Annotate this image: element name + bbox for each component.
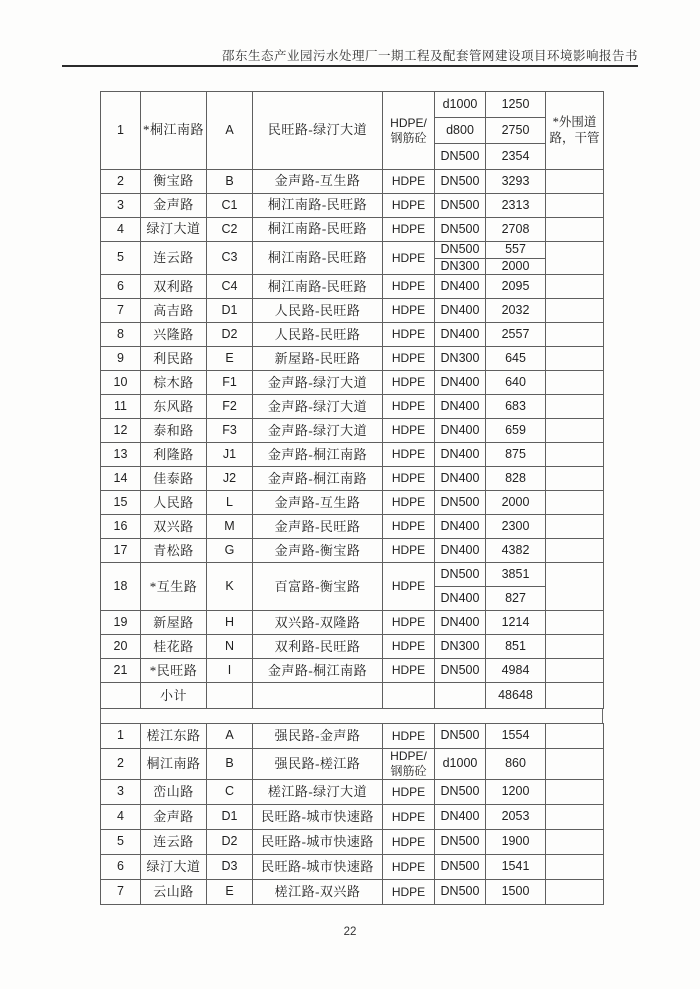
cell-section: 金声路-绿汀大道: [253, 419, 383, 443]
cell-length: 851: [486, 635, 546, 659]
cell-road: 利民路: [141, 347, 207, 371]
cell-length: 1214: [486, 611, 546, 635]
cell-no: 6: [101, 275, 141, 299]
cell-code: A: [207, 92, 253, 170]
cell-section: 百富路-衡宝路: [253, 563, 383, 611]
cell-section: 新屋路-民旺路: [253, 347, 383, 371]
cell-material: HDPE: [383, 805, 435, 830]
table-row: [101, 830, 604, 855]
cell-diameter: DN300: [435, 635, 486, 659]
cell-code: M: [207, 515, 253, 539]
cell-road: 绿汀大道: [141, 218, 207, 242]
cell-code: B: [207, 749, 253, 780]
cell-note: [546, 539, 604, 563]
cell-road: 小计: [141, 683, 207, 709]
cell-material: HDPE: [383, 635, 435, 659]
cell-note: [546, 880, 604, 905]
cell-note: [546, 443, 604, 467]
cell-section: 桐江南路-民旺路: [253, 194, 383, 218]
table-row: [101, 395, 604, 419]
cell-material: HDPE: [383, 780, 435, 805]
cell-section: 双兴路-双隆路: [253, 611, 383, 635]
cell-code: E: [207, 347, 253, 371]
cell-material: HDPE: [383, 724, 435, 749]
cell-note: [546, 323, 604, 347]
cell-section: 金声路-桐江南路: [253, 443, 383, 467]
cell-length: 1200: [486, 780, 546, 805]
cell-material: HDPE: [383, 194, 435, 218]
cell-material: HDPE: [383, 275, 435, 299]
table-row: [101, 749, 604, 780]
cell-length: 1900: [486, 830, 546, 855]
cell-section: 民旺路-城市快速路: [253, 830, 383, 855]
cell-code: D1: [207, 299, 253, 323]
cell-material: HDPE: [383, 659, 435, 683]
cell-note: [546, 611, 604, 635]
cell-no: 3: [101, 780, 141, 805]
table-gap-spacer: [100, 709, 603, 723]
cell-section: 人民路-民旺路: [253, 299, 383, 323]
cell-road: 泰和路: [141, 419, 207, 443]
cell-length: 3851: [486, 563, 546, 587]
cell-note: [546, 780, 604, 805]
cell-note: [546, 395, 604, 419]
cell-diameter: DN500: [435, 780, 486, 805]
cell-length: 2750: [486, 118, 546, 144]
cell-diameter: d1000: [435, 749, 486, 780]
cell-length: 659: [486, 419, 546, 443]
cell-note: [546, 635, 604, 659]
cell-note: [546, 805, 604, 830]
cell-length: 2053: [486, 805, 546, 830]
cell-material: HDPE: [383, 467, 435, 491]
cell-code: J1: [207, 443, 253, 467]
cell-length: 1250: [486, 92, 546, 118]
cell-code: K: [207, 563, 253, 611]
cell-diameter: DN400: [435, 805, 486, 830]
cell-diameter: DN500: [435, 170, 486, 194]
cell-diameter: DN500: [435, 880, 486, 905]
cell-section: 金声路-互生路: [253, 491, 383, 515]
cell-note: [546, 749, 604, 780]
table-row: [101, 371, 604, 395]
cell-section: 金声路-衡宝路: [253, 539, 383, 563]
cell-note: [546, 371, 604, 395]
cell-no: 12: [101, 419, 141, 443]
cell-no: 21: [101, 659, 141, 683]
cell-diameter: DN500: [435, 659, 486, 683]
cell-road: 槎江东路: [141, 724, 207, 749]
cell-note: [546, 419, 604, 443]
cell-no: 9: [101, 347, 141, 371]
cell-road: 双利路: [141, 275, 207, 299]
table-row: [101, 491, 604, 515]
cell-road: 金声路: [141, 805, 207, 830]
cell-diameter: DN300: [435, 347, 486, 371]
cell-section: 桐江南路-民旺路: [253, 275, 383, 299]
cell-material: HDPE: [383, 880, 435, 905]
cell-section: 桐江南路-民旺路: [253, 218, 383, 242]
cell-length: 48648: [486, 683, 546, 709]
cell-section: 强民路-金声路: [253, 724, 383, 749]
cell-code: D1: [207, 805, 253, 830]
cell-no: 5: [101, 830, 141, 855]
cell-material: HDPE: [383, 323, 435, 347]
table-row: [101, 218, 604, 242]
cell-note: [546, 683, 604, 709]
cell-code: I: [207, 659, 253, 683]
cell-no: 4: [101, 218, 141, 242]
cell-road: 人民路: [141, 491, 207, 515]
cell-code: C2: [207, 218, 253, 242]
cell-diameter: DN400: [435, 299, 486, 323]
cell-length: 1554: [486, 724, 546, 749]
cell-road: 桐江南路: [141, 749, 207, 780]
cell-road: 衡宝路: [141, 170, 207, 194]
table-row: [101, 855, 604, 880]
cell-diameter: DN400: [435, 611, 486, 635]
cell-note: [546, 467, 604, 491]
cell-no: 15: [101, 491, 141, 515]
cell-diameter: DN500: [435, 218, 486, 242]
header-rule: [62, 65, 638, 67]
cell-length: 2354: [486, 144, 546, 170]
cell-section: [253, 683, 383, 709]
cell-code: C: [207, 780, 253, 805]
cell-road: 棕木路: [141, 371, 207, 395]
cell-road: 峦山路: [141, 780, 207, 805]
cell-road: 金声路: [141, 194, 207, 218]
cell-note: [546, 347, 604, 371]
cell-section: 双利路-民旺路: [253, 635, 383, 659]
subtotal-row: [101, 683, 604, 709]
cell-note: [546, 242, 604, 275]
cell-code: C3: [207, 242, 253, 275]
table-row: [101, 92, 604, 118]
cell-note: [546, 491, 604, 515]
cell-material: HDPE: [383, 491, 435, 515]
cell-road: 青松路: [141, 539, 207, 563]
cell-code: F1: [207, 371, 253, 395]
cell-no: 17: [101, 539, 141, 563]
table-row: [101, 635, 604, 659]
cell-no: [101, 683, 141, 709]
table-row: [101, 780, 604, 805]
cell-no: 7: [101, 299, 141, 323]
cell-diameter: [435, 683, 486, 709]
cell-length: 683: [486, 395, 546, 419]
report-title-header: 邵东生态产业园污水处理厂一期工程及配套管网建设项目环境影响报告书: [221, 49, 638, 63]
cell-diameter: DN500: [435, 242, 486, 259]
cell-no: 10: [101, 371, 141, 395]
cell-diameter: DN300: [435, 258, 486, 275]
cell-section: 金声路-互生路: [253, 170, 383, 194]
cell-note: [546, 563, 604, 611]
cell-code: N: [207, 635, 253, 659]
tables-area: [100, 91, 603, 905]
cell-material: [383, 683, 435, 709]
table-row: [101, 515, 604, 539]
cell-length: 640: [486, 371, 546, 395]
cell-road: 双兴路: [141, 515, 207, 539]
cell-length: 3293: [486, 170, 546, 194]
cell-note: [546, 855, 604, 880]
cell-diameter: DN500: [435, 855, 486, 880]
cell-road: 绿汀大道: [141, 855, 207, 880]
cell-section: 民旺路-城市快速路: [253, 855, 383, 880]
table-row: [101, 194, 604, 218]
table-row: [101, 563, 604, 587]
cell-note: [546, 299, 604, 323]
cell-no: 1: [101, 92, 141, 170]
cell-length: 827: [486, 587, 546, 611]
cell-section: 槎江路-双兴路: [253, 880, 383, 905]
cell-diameter: DN400: [435, 275, 486, 299]
table-row: [101, 299, 604, 323]
cell-no: 5: [101, 242, 141, 275]
cell-length: 2032: [486, 299, 546, 323]
cell-diameter: DN500: [435, 144, 486, 170]
cell-diameter: DN500: [435, 830, 486, 855]
cell-material: HDPE: [383, 419, 435, 443]
cell-note: [546, 659, 604, 683]
cell-no: 14: [101, 467, 141, 491]
cell-road: *桐江南路: [141, 92, 207, 170]
cell-length: 2708: [486, 218, 546, 242]
cell-code: C1: [207, 194, 253, 218]
cell-length: 875: [486, 443, 546, 467]
cell-no: 1: [101, 724, 141, 749]
cell-material: HDPE/钢筋砼: [383, 92, 435, 170]
cell-material: HDPE: [383, 563, 435, 611]
cell-no: 6: [101, 855, 141, 880]
cell-diameter: DN400: [435, 443, 486, 467]
cell-material: HDPE: [383, 539, 435, 563]
cell-section: 民旺路-绿汀大道: [253, 92, 383, 170]
cell-road: 利隆路: [141, 443, 207, 467]
cell-code: D3: [207, 855, 253, 880]
cell-diameter: DN400: [435, 539, 486, 563]
table-row: [101, 242, 604, 259]
cell-diameter: DN500: [435, 194, 486, 218]
cell-diameter: DN500: [435, 724, 486, 749]
cell-length: 1541: [486, 855, 546, 880]
cell-section: 金声路-桐江南路: [253, 659, 383, 683]
cell-code: E: [207, 880, 253, 905]
cell-material: HDPE: [383, 515, 435, 539]
cell-note: [546, 194, 604, 218]
cell-no: 8: [101, 323, 141, 347]
cell-material: HDPE: [383, 347, 435, 371]
cell-no: 2: [101, 170, 141, 194]
cell-diameter: d1000: [435, 92, 486, 118]
cell-code: J2: [207, 467, 253, 491]
cell-road: 东风路: [141, 395, 207, 419]
cell-note: [546, 218, 604, 242]
cell-note: [546, 830, 604, 855]
cell-length: 860: [486, 749, 546, 780]
cell-diameter: DN400: [435, 323, 486, 347]
table-row: [101, 539, 604, 563]
cell-material: HDPE: [383, 371, 435, 395]
cell-road: 云山路: [141, 880, 207, 905]
cell-diameter: DN400: [435, 587, 486, 611]
cell-material: HDPE/钢筋砼: [383, 749, 435, 780]
cell-road: 佳泰路: [141, 467, 207, 491]
table-row: [101, 724, 604, 749]
cell-no: 7: [101, 880, 141, 905]
cell-note: [546, 170, 604, 194]
table-row: [101, 443, 604, 467]
table-row: [101, 275, 604, 299]
cell-section: 金声路-桐江南路: [253, 467, 383, 491]
cell-section: 金声路-绿汀大道: [253, 371, 383, 395]
table-row: [101, 323, 604, 347]
table-row: [101, 419, 604, 443]
cell-section: 人民路-民旺路: [253, 323, 383, 347]
cell-length: 557: [486, 242, 546, 259]
cell-code: A: [207, 724, 253, 749]
cell-material: HDPE: [383, 170, 435, 194]
cell-code: H: [207, 611, 253, 635]
cell-code: G: [207, 539, 253, 563]
cell-no: 20: [101, 635, 141, 659]
cell-diameter: d800: [435, 118, 486, 144]
cell-no: 3: [101, 194, 141, 218]
cell-road: 连云路: [141, 830, 207, 855]
cell-length: 1500: [486, 880, 546, 905]
cell-section: 民旺路-城市快速路: [253, 805, 383, 830]
cell-no: 11: [101, 395, 141, 419]
cell-diameter: DN400: [435, 371, 486, 395]
table-row: [101, 659, 604, 683]
cell-length: 2313: [486, 194, 546, 218]
cell-material: HDPE: [383, 611, 435, 635]
table-row: [101, 170, 604, 194]
cell-section: 桐江南路-民旺路: [253, 242, 383, 275]
table-row: [101, 880, 604, 905]
cell-road: *民旺路: [141, 659, 207, 683]
cell-material: HDPE: [383, 242, 435, 275]
table-row: [101, 347, 604, 371]
cell-code: F2: [207, 395, 253, 419]
cell-material: HDPE: [383, 299, 435, 323]
cell-length: 2557: [486, 323, 546, 347]
cell-material: HDPE: [383, 830, 435, 855]
cell-code: F3: [207, 419, 253, 443]
cell-road: 桂花路: [141, 635, 207, 659]
cell-code: C4: [207, 275, 253, 299]
cell-material: HDPE: [383, 218, 435, 242]
cell-note: *外围道路，干管: [546, 92, 604, 170]
table-row: [101, 611, 604, 635]
cell-note: [546, 515, 604, 539]
pipeline-table-2-body: [101, 724, 604, 905]
cell-road: 连云路: [141, 242, 207, 275]
cell-road: 新屋路: [141, 611, 207, 635]
cell-material: HDPE: [383, 855, 435, 880]
cell-diameter: DN400: [435, 419, 486, 443]
cell-length: 4984: [486, 659, 546, 683]
page-number: 22: [343, 926, 357, 938]
cell-no: 13: [101, 443, 141, 467]
table-row: [101, 805, 604, 830]
cell-road: 兴隆路: [141, 323, 207, 347]
cell-note: [546, 275, 604, 299]
cell-section: 金声路-绿汀大道: [253, 395, 383, 419]
cell-material: HDPE: [383, 443, 435, 467]
cell-diameter: DN400: [435, 467, 486, 491]
cell-length: 2000: [486, 258, 546, 275]
cell-section: 槎江路-绿汀大道: [253, 780, 383, 805]
cell-code: D2: [207, 323, 253, 347]
cell-diameter: DN500: [435, 491, 486, 515]
cell-no: 16: [101, 515, 141, 539]
cell-length: 2000: [486, 491, 546, 515]
cell-code: D2: [207, 830, 253, 855]
table-row: [101, 467, 604, 491]
cell-section: 强民路-槎江路: [253, 749, 383, 780]
cell-length: 2300: [486, 515, 546, 539]
cell-diameter: DN400: [435, 395, 486, 419]
cell-length: 2095: [486, 275, 546, 299]
cell-length: 645: [486, 347, 546, 371]
cell-section: 金声路-民旺路: [253, 515, 383, 539]
cell-diameter: DN400: [435, 515, 486, 539]
pipeline-table-2: [100, 723, 604, 905]
cell-code: L: [207, 491, 253, 515]
cell-length: 4382: [486, 539, 546, 563]
cell-material: HDPE: [383, 395, 435, 419]
cell-no: 4: [101, 805, 141, 830]
cell-code: [207, 683, 253, 709]
cell-road: *互生路: [141, 563, 207, 611]
cell-code: B: [207, 170, 253, 194]
cell-road: 高吉路: [141, 299, 207, 323]
cell-no: 19: [101, 611, 141, 635]
cell-note: [546, 724, 604, 749]
cell-diameter: DN500: [435, 563, 486, 587]
cell-length: 828: [486, 467, 546, 491]
cell-no: 18: [101, 563, 141, 611]
pipeline-table-1-body: [101, 92, 604, 709]
cell-no: 2: [101, 749, 141, 780]
pipeline-table-1: [100, 91, 604, 709]
